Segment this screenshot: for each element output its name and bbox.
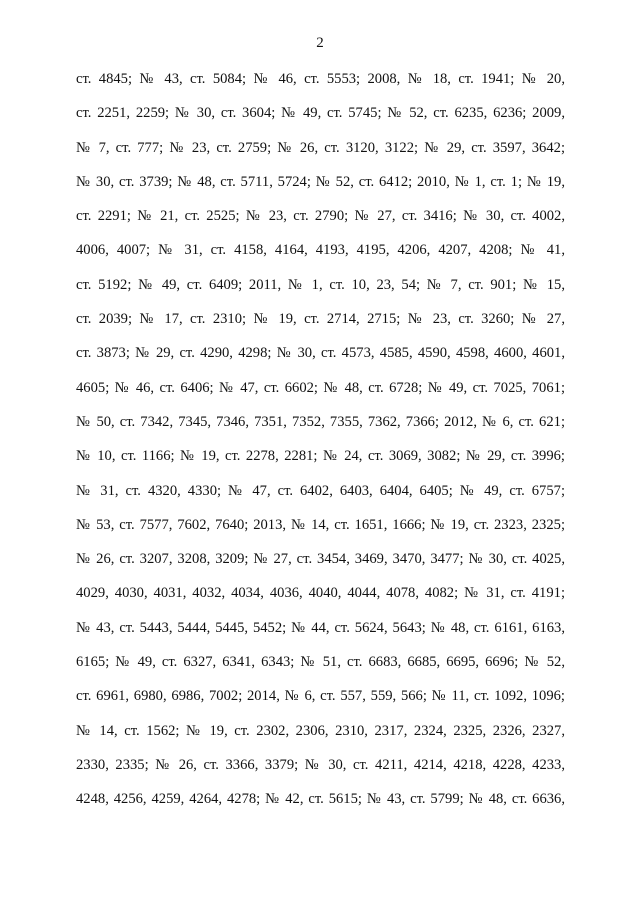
body-text [76,70,565,825]
page-number: 2 [316,35,324,51]
text-line: ст. 2039; № 17, ст. 2310; № 19, ст. 2714, 2715; № 23, ст. 3260; № 27, [76,311,565,328]
text-line: № 14, ст. 1562; № 19, ст. 2302, 2306, 2310, 2317, 2324, 2325, 2326, 2327, [76,722,565,739]
text-line: № 10, ст. 1166; № 19, ст. 2278, 2281; № 24, ст. 3069, 3082; № 29, ст. 3996; [76,448,565,465]
text-line: ст. 5192; № 49, ст. 6409; 2011, № 1, ст. 10, 23, 54; № 7, ст. 901; № 15, [76,276,565,293]
text-line: 6165; № 49, ст. 6327, 6341, 6343; № 51, ст. 6683, 6685, 6695, 6696; № 52, [76,654,565,671]
text-line: ст. 3873; № 29, ст. 4290, 4298; № 30, ст. 4573, 4585, 4590, 4598, 4600, 4601, [76,345,565,362]
text-line: № 30, ст. 3739; № 48, ст. 5711, 5724; № 52, ст. 6412; 2010, № 1, ст. 1; № 19, [76,173,565,190]
text-line: № 43, ст. 5443, 5444, 5445, 5452; № 44, ст. 5624, 5643; № 48, ст. 6161, 6163, [76,619,565,636]
text-line: ст. 6961, 6980, 6986, 7002; 2014, № 6, ст. 557, 559, 566; № 11, ст. 1092, 1096; [76,688,565,705]
text-line: № 7, ст. 777; № 23, ст. 2759; № 26, ст. 3120, 3122; № 29, ст. 3597, 3642; [76,139,565,156]
text-line: 4248, 4256, 4259, 4264, 4278; № 42, ст. 5615; № 43, ст. 5799; № 48, ст. 6636, [76,791,565,808]
text-line: ст. 2291; № 21, ст. 2525; № 23, ст. 2790; № 27, ст. 3416; № 30, ст. 4002, [76,208,565,225]
text-line: ст. 4845; № 43, ст. 5084; № 46, ст. 5553; 2008, № 18, ст. 1941; № 20, [76,71,565,87]
text-line: № 53, ст. 7577, 7602, 7640; 2013, № 14, ст. 1651, 1666; № 19, ст. 2323, 2325; [76,516,565,533]
text-line: 4605; № 46, ст. 6406; № 47, ст. 6602; № 48, ст. 6728; № 49, ст. 7025, 7061; [76,379,565,396]
text-line: № 26, ст. 3207, 3208, 3209; № 27, ст. 3454, 3469, 3470, 3477; № 30, ст. 4025, [76,551,565,568]
text-line: № 50, ст. 7342, 7345, 7346, 7351, 7352, 7355, 7362, 7366; 2012, № 6, ст. 621; [76,413,565,430]
text-line: ст. 2251, 2259; № 30, ст. 3604; № 49, ст. 5745; № 52, ст. 6235, 6236; 2009, [76,105,565,122]
text-line: 4029, 4030, 4031, 4032, 4034, 4036, 4040, 4044, 4078, 4082; № 31, ст. 4191; [76,585,565,602]
text-line: № 31, ст. 4320, 4330; № 47, ст. 6402, 6403, 6404, 6405; № 49, ст. 6757; [76,482,565,499]
text-line: 4006, 4007; № 31, ст. 4158, 4164, 4193, 4195, 4206, 4207, 4208; № 41, [76,242,565,259]
text-line: 2330, 2335; № 26, ст. 3366, 3379; № 30, ст. 4211, 4214, 4218, 4228, 4233, [76,756,565,773]
